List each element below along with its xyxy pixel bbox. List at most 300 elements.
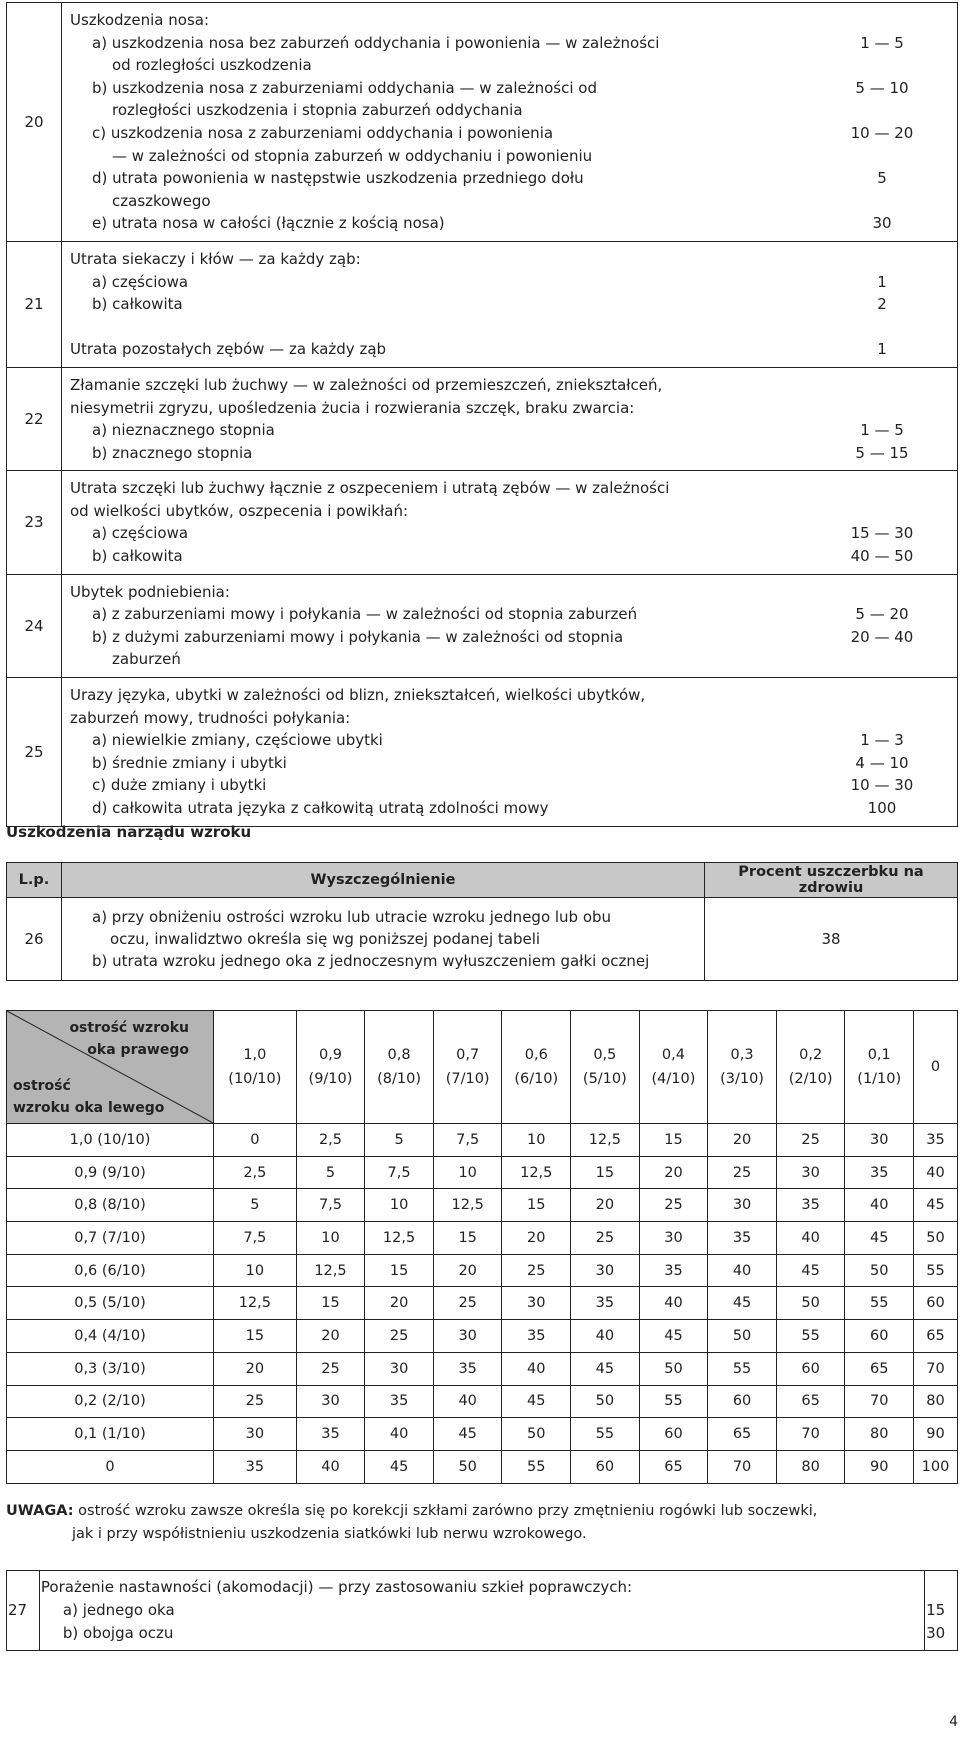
row-number: 26 xyxy=(7,898,62,981)
table-cell: 7,5 xyxy=(365,1156,434,1189)
column-header-line: (6/10) xyxy=(514,1071,559,1087)
corner-bottom-label xyxy=(13,1075,164,1119)
table-cell: 5 xyxy=(296,1156,365,1189)
line-text: od wielkości ubytków, oszpecenia i powikłań: xyxy=(70,501,409,520)
line: a) przy obniżeniu ostrości wzroku lub utracie wzroku jednego lub obu xyxy=(92,908,612,926)
table-cell: 20 xyxy=(708,1124,777,1157)
column-header-line: (10/10) xyxy=(228,1071,282,1087)
table-cell: 35 xyxy=(776,1189,845,1222)
table-row xyxy=(7,367,958,470)
line-text: Złamanie szczęki lub żuchwy — w zależności od przemieszczeń, zniekształceń, xyxy=(70,375,663,394)
table-cell: 50 xyxy=(708,1320,777,1353)
table-cell: 7,5 xyxy=(214,1222,297,1255)
line-text: Ubytek podniebienia: xyxy=(70,582,230,601)
line-value xyxy=(807,500,957,523)
column-header-line: (2/10) xyxy=(788,1071,833,1087)
line-value: 10 — 30 xyxy=(850,776,914,795)
table-cell: 35 xyxy=(296,1418,365,1451)
column-header-line: (3/10) xyxy=(720,1071,764,1087)
line-text: zaburzeń xyxy=(112,650,181,669)
table-cell: 45 xyxy=(365,1450,434,1483)
table-cell: 50 xyxy=(433,1450,502,1483)
row-number: 20 xyxy=(7,3,62,242)
table-row xyxy=(7,1156,958,1189)
table-cell: 40 xyxy=(433,1385,502,1418)
line-value xyxy=(807,684,957,707)
corner-bottom-line: wzroku oka lewego xyxy=(13,1100,165,1116)
column-header-line: 0,1 xyxy=(867,1047,891,1063)
row-number: 22 xyxy=(7,367,62,470)
table-cell: 35 xyxy=(845,1156,914,1189)
table-cell: 25 xyxy=(502,1254,571,1287)
line-value: 5 — 15 xyxy=(855,443,909,462)
table-cell: 55 xyxy=(776,1320,845,1353)
table-cell: 70 xyxy=(914,1352,958,1385)
line-value: 100 xyxy=(867,799,897,817)
row-text xyxy=(62,241,808,367)
table-cell: 90 xyxy=(914,1418,958,1451)
line-text: b) uszkodzenia nosa z zaburzeniami oddychania — w zależności od xyxy=(92,78,597,97)
table-cell: 15 xyxy=(502,1189,571,1222)
row-value: 38 xyxy=(705,898,958,981)
column-header xyxy=(914,1011,958,1124)
line-text: b) z dużymi zaburzeniami mowy i połykania — w zależności od stopnia xyxy=(92,627,624,646)
corner-top-line: ostrość wzroku xyxy=(69,1020,189,1036)
table-cell: 30 xyxy=(845,1124,914,1157)
table-cell: 50 xyxy=(914,1222,958,1255)
row-text xyxy=(62,574,808,677)
table-cell: 60 xyxy=(914,1287,958,1320)
table-cell: 80 xyxy=(776,1450,845,1483)
table-row xyxy=(7,1571,958,1651)
line-value xyxy=(807,9,957,32)
row-values xyxy=(807,574,958,677)
line-value xyxy=(807,248,957,271)
line-text: Urazy języka, ubytki w zależności od blizn, zniekształceń, wielkości ubytków, xyxy=(70,686,646,705)
line-text: Uszkodzenia nosa: xyxy=(70,11,209,29)
table-cell: 12,5 xyxy=(571,1124,640,1157)
line-value: 30 xyxy=(926,1624,946,1642)
line-text: zaburzeń mowy, trudności połykania: xyxy=(70,708,351,727)
line-value xyxy=(807,477,957,500)
table-cell: 12,5 xyxy=(365,1222,434,1255)
table-cell: 90 xyxy=(845,1450,914,1483)
line-value xyxy=(807,707,957,730)
line-text: a) częściowa xyxy=(92,272,189,291)
table-row xyxy=(7,1352,958,1385)
table-cell: 20 xyxy=(433,1254,502,1287)
table-cell: 2,5 xyxy=(296,1124,365,1157)
column-header-line: 0 xyxy=(930,1059,941,1075)
table-cell: 45 xyxy=(845,1222,914,1255)
table-cell: 25 xyxy=(214,1385,297,1418)
column-header xyxy=(708,1011,777,1124)
table-cell: 40 xyxy=(365,1418,434,1451)
row-number: 25 xyxy=(7,678,62,827)
line: b) utrata wzroku jednego oka z jednoczesnym wyłuszczeniem gałki ocznej xyxy=(92,952,650,970)
table-cell: 40 xyxy=(571,1320,640,1353)
column-header-line: (9/10) xyxy=(308,1071,353,1087)
line-text: a) częściowa xyxy=(92,524,189,543)
table-cell: 35 xyxy=(708,1222,777,1255)
row-number: 27 xyxy=(7,1571,40,1651)
column-header-line: 0,4 xyxy=(661,1047,685,1063)
table-cell: 65 xyxy=(776,1385,845,1418)
table-cell: 35 xyxy=(502,1320,571,1353)
table-cell: 25 xyxy=(708,1156,777,1189)
line-value: 5 — 10 xyxy=(855,78,909,97)
row-values xyxy=(807,367,958,470)
table-cell: 15 xyxy=(365,1254,434,1287)
table-row xyxy=(7,574,958,677)
table-cell: 40 xyxy=(845,1189,914,1222)
line-value xyxy=(807,581,957,604)
line-value: 1 xyxy=(877,340,887,359)
row-label: 0,9 (9/10) xyxy=(7,1156,214,1189)
table-row xyxy=(7,1222,958,1255)
table-cell: 65 xyxy=(914,1320,958,1353)
line-text xyxy=(70,316,799,339)
line-text: a) jednego oka xyxy=(62,1601,175,1619)
vision-header-table xyxy=(6,862,958,981)
table-cell: 60 xyxy=(639,1418,708,1451)
note-line1: ostrość wzroku zawsze określa się po korekcji szkłami zarówno przy zmętnieniu rogówki lub soczewki, xyxy=(73,1503,818,1519)
accommodation-table xyxy=(6,1570,958,1651)
table-cell: 50 xyxy=(502,1418,571,1451)
column-header xyxy=(214,1011,297,1124)
table-cell: 45 xyxy=(502,1385,571,1418)
line-value xyxy=(807,99,957,122)
line-value xyxy=(807,316,957,339)
column-header-line: 1,0 xyxy=(243,1047,267,1063)
line-text: b) całkowita xyxy=(92,547,183,566)
row-label: 0,1 (1/10) xyxy=(7,1418,214,1451)
row-text xyxy=(62,367,808,470)
table-cell: 20 xyxy=(365,1287,434,1320)
row-label: 0 xyxy=(7,1450,214,1483)
table-cell: 30 xyxy=(433,1320,502,1353)
row-number: 21 xyxy=(7,241,62,367)
table-cell: 30 xyxy=(708,1189,777,1222)
row-label: 0,6 (6/10) xyxy=(7,1254,214,1287)
column-header-line: (1/10) xyxy=(857,1071,902,1087)
line-value xyxy=(807,145,957,168)
vision-acuity-table xyxy=(6,1010,958,1484)
line-text: od rozległości uszkodzenia xyxy=(112,56,312,75)
line-text: b) znacznego stopnia xyxy=(92,443,253,462)
table-cell: 55 xyxy=(639,1385,708,1418)
line-text: Utrata siekaczy i kłów — za każdy ząb: xyxy=(70,249,361,268)
table-row xyxy=(7,1124,958,1157)
table-cell: 15 xyxy=(296,1287,365,1320)
line-text: e) utrata nosa w całości (łącznie z kością nosa) xyxy=(92,214,445,233)
line-text: a) z zaburzeniami mowy i połykania — w zależności od stopnia zaburzeń xyxy=(92,605,638,624)
line-value xyxy=(807,54,957,77)
table-cell: 2,5 xyxy=(214,1156,297,1189)
line: oczu, inwalidztwo określa się wg poniższej podanej tabeli xyxy=(110,930,541,948)
table-cell: 25 xyxy=(296,1352,365,1385)
table-cell: 80 xyxy=(914,1385,958,1418)
line-value: 1 — 5 xyxy=(860,33,904,52)
injury-table xyxy=(6,2,958,827)
row-number: 23 xyxy=(7,471,62,574)
column-header-line: 0,7 xyxy=(456,1047,480,1063)
line-text: a) nieznacznego stopnia xyxy=(92,421,275,440)
table-cell: 30 xyxy=(365,1352,434,1385)
table-cell: 10 xyxy=(296,1222,365,1255)
table-cell: 15 xyxy=(214,1320,297,1353)
column-header xyxy=(571,1011,640,1124)
col-lp: L.p. xyxy=(7,863,62,898)
line-value: 20 — 40 xyxy=(850,627,914,646)
table-cell: 55 xyxy=(502,1450,571,1483)
line-text: czaszkowego xyxy=(112,191,211,210)
column-header-line: (7/10) xyxy=(445,1071,490,1087)
table-cell: 70 xyxy=(845,1385,914,1418)
table-cell: 35 xyxy=(365,1385,434,1418)
table-row xyxy=(7,471,958,574)
row-label: 0,3 (3/10) xyxy=(7,1352,214,1385)
column-header xyxy=(845,1011,914,1124)
line-value: 15 xyxy=(926,1601,946,1619)
table-cell: 30 xyxy=(502,1287,571,1320)
column-header-line: (5/10) xyxy=(582,1071,627,1087)
table-row xyxy=(7,3,958,242)
col-pct: Procent uszczerbku na zdrowiu xyxy=(705,863,958,898)
table-cell: 30 xyxy=(571,1254,640,1287)
row-number: 24 xyxy=(7,574,62,677)
column-header xyxy=(776,1011,845,1124)
line-text: b) całkowita xyxy=(92,295,183,314)
table-cell: 40 xyxy=(639,1287,708,1320)
table-cell: 25 xyxy=(571,1222,640,1255)
table-cell: 12,5 xyxy=(433,1189,502,1222)
table-cell: 25 xyxy=(433,1287,502,1320)
column-header xyxy=(639,1011,708,1124)
table-cell: 60 xyxy=(708,1385,777,1418)
table-cell: 12,5 xyxy=(214,1287,297,1320)
table-cell: 45 xyxy=(914,1189,958,1222)
page-number: 4 xyxy=(949,1714,958,1730)
line-text: Utrata pozostałych zębów — za każdy ząb xyxy=(70,340,387,359)
table-cell: 40 xyxy=(776,1222,845,1255)
column-header xyxy=(365,1011,434,1124)
table-cell: 7,5 xyxy=(433,1124,502,1157)
table-cell: 45 xyxy=(708,1287,777,1320)
table-cell: 65 xyxy=(639,1450,708,1483)
line-value: 5 — 20 xyxy=(855,605,909,624)
line-value: 5 xyxy=(877,169,887,188)
table-cell: 45 xyxy=(776,1254,845,1287)
corner-bottom-line: ostrość xyxy=(13,1078,71,1094)
line-value xyxy=(807,397,957,420)
line-value xyxy=(807,374,957,397)
table-cell: 50 xyxy=(571,1385,640,1418)
line-value: 1 — 5 xyxy=(860,421,904,440)
table-cell: 12,5 xyxy=(502,1156,571,1189)
table-row xyxy=(7,241,958,367)
note-label: UWAGA: xyxy=(6,1503,74,1519)
column-header-line: 0,2 xyxy=(799,1047,823,1063)
column-header-line: 0,8 xyxy=(387,1047,411,1063)
row-label: 0,4 (4/10) xyxy=(7,1320,214,1353)
line-text: Porażenie nastawności (akomodacji) — przy zastosowaniu szkieł poprawczych: xyxy=(40,1578,633,1596)
table-cell: 12,5 xyxy=(296,1254,365,1287)
line-text: Utrata szczęki lub żuchwy łącznie z oszpeceniem i utratą zębów — w zależności xyxy=(70,479,670,498)
table-row xyxy=(7,1189,958,1222)
table-cell: 55 xyxy=(571,1418,640,1451)
row-values xyxy=(807,471,958,574)
row-values xyxy=(807,3,958,242)
table-cell: 60 xyxy=(571,1450,640,1483)
row-label: 0,7 (7/10) xyxy=(7,1222,214,1255)
row-label: 1,0 (10/10) xyxy=(7,1124,214,1157)
column-header-line: 0,6 xyxy=(524,1047,548,1063)
table-cell: 80 xyxy=(845,1418,914,1451)
line-value: 1 — 3 xyxy=(860,731,904,750)
table-cell: 45 xyxy=(571,1352,640,1385)
corner-cell xyxy=(7,1011,214,1124)
line-text: d) całkowita utrata języka z całkowitą utratą zdolności mowy xyxy=(92,799,549,817)
table-cell: 65 xyxy=(708,1418,777,1451)
table-cell: 35 xyxy=(571,1287,640,1320)
table-cell: 20 xyxy=(502,1222,571,1255)
row-label: 0,2 (2/10) xyxy=(7,1385,214,1418)
line-text: b) obojga oczu xyxy=(62,1624,174,1642)
line-text: a) uszkodzenia nosa bez zaburzeń oddychania i powonienia — w zależności xyxy=(92,33,660,52)
line-text: rozległości uszkodzenia i stopnia zaburzeń oddychania xyxy=(112,101,523,120)
line-value: 40 — 50 xyxy=(850,547,914,566)
table-cell: 10 xyxy=(365,1189,434,1222)
table-cell: 20 xyxy=(571,1189,640,1222)
table-cell: 30 xyxy=(776,1156,845,1189)
line-text: — w zależności od stopnia zaburzeń w oddychaniu i powonieniu xyxy=(112,146,593,165)
line-text: c) uszkodzenia nosa z zaburzeniami oddychania i powonienia xyxy=(92,123,554,142)
table-cell: 5 xyxy=(365,1124,434,1157)
table-cell: 100 xyxy=(914,1450,958,1483)
table-cell: 25 xyxy=(776,1124,845,1157)
line-text: d) utrata powonienia w następstwie uszkodzenia przedniego dołu xyxy=(92,169,584,188)
table-row xyxy=(7,1385,958,1418)
table-cell: 60 xyxy=(776,1352,845,1385)
table-cell: 40 xyxy=(296,1450,365,1483)
table-cell: 30 xyxy=(639,1222,708,1255)
col-desc: Wyszczególnienie xyxy=(62,863,705,898)
table-cell: 55 xyxy=(914,1254,958,1287)
table-cell: 40 xyxy=(708,1254,777,1287)
line-text: a) niewielkie zmiany, częściowe ubytki xyxy=(92,731,383,750)
table-cell: 55 xyxy=(708,1352,777,1385)
line-value: 15 — 30 xyxy=(850,524,914,543)
column-header-line: (8/10) xyxy=(377,1071,422,1087)
line-value: 30 xyxy=(872,214,892,233)
table-cell: 10 xyxy=(433,1156,502,1189)
table-cell: 60 xyxy=(845,1320,914,1353)
table-cell: 15 xyxy=(433,1222,502,1255)
table-cell: 5 xyxy=(214,1189,297,1222)
table-cell: 70 xyxy=(776,1418,845,1451)
row-text xyxy=(39,1571,924,1651)
table-row xyxy=(7,1450,958,1483)
table-cell: 15 xyxy=(639,1124,708,1157)
column-header xyxy=(502,1011,571,1124)
table-cell: 35 xyxy=(433,1352,502,1385)
corner-top-line: oka prawego xyxy=(87,1042,189,1058)
column-header xyxy=(433,1011,502,1124)
row-values xyxy=(807,678,958,827)
table-cell: 40 xyxy=(502,1352,571,1385)
table-cell: 50 xyxy=(776,1287,845,1320)
table-row xyxy=(7,1418,958,1451)
table-cell: 30 xyxy=(214,1418,297,1451)
table-row xyxy=(7,1287,958,1320)
line-value: 2 xyxy=(877,295,887,314)
table-cell: 0 xyxy=(214,1124,297,1157)
column-header-line: 0,9 xyxy=(318,1047,343,1063)
row-text xyxy=(62,3,808,242)
table-cell: 25 xyxy=(639,1189,708,1222)
corner-top-label xyxy=(69,1017,189,1061)
section-title: Uszkodzenia narządu wzroku xyxy=(6,823,252,841)
row-values xyxy=(807,241,958,367)
line-value xyxy=(807,190,957,213)
table-cell: 40 xyxy=(914,1156,958,1189)
table-cell: 15 xyxy=(571,1156,640,1189)
line-text: b) średnie zmiany i ubytki xyxy=(92,753,287,772)
column-header-line: (4/10) xyxy=(651,1071,696,1087)
table-row xyxy=(7,1254,958,1287)
table-cell: 45 xyxy=(639,1320,708,1353)
line-text: niesymetrii zgryzu, upośledzenia żucia i rozwierania szczęk, braku zwarcia: xyxy=(70,398,635,417)
note-line2: jak i przy współistnieniu uszkodzenia siatkówki lub nerwu wzrokowego. xyxy=(72,1526,587,1542)
column-header-line: 0,3 xyxy=(730,1047,754,1063)
table-cell: 35 xyxy=(914,1124,958,1157)
table-cell: 70 xyxy=(708,1450,777,1483)
row-text xyxy=(62,678,808,827)
table-cell: 20 xyxy=(296,1320,365,1353)
header-row xyxy=(7,1011,958,1124)
table-cell: 50 xyxy=(639,1352,708,1385)
table-cell: 30 xyxy=(296,1385,365,1418)
table-cell: 10 xyxy=(214,1254,297,1287)
table-cell: 55 xyxy=(845,1287,914,1320)
line-value xyxy=(807,648,957,671)
column-header xyxy=(296,1011,365,1124)
table-cell: 7,5 xyxy=(296,1189,365,1222)
table-cell: 50 xyxy=(845,1254,914,1287)
table-cell: 35 xyxy=(639,1254,708,1287)
table-cell: 45 xyxy=(433,1418,502,1451)
table-cell: 35 xyxy=(214,1450,297,1483)
table-cell: 20 xyxy=(639,1156,708,1189)
row-values xyxy=(925,1571,958,1651)
row-text xyxy=(62,471,808,574)
line-text: c) duże zmiany i ubytki xyxy=(92,776,267,795)
table-cell: 65 xyxy=(845,1352,914,1385)
row-label: 0,5 (5/10) xyxy=(7,1287,214,1320)
table-cell: 10 xyxy=(502,1124,571,1157)
table-row xyxy=(7,678,958,827)
note xyxy=(6,1500,817,1546)
table-row xyxy=(7,1320,958,1353)
line-value: 1 xyxy=(877,272,887,291)
row-desc xyxy=(62,898,705,981)
line-value xyxy=(926,1576,956,1599)
line-value: 4 — 10 xyxy=(855,753,909,772)
table-cell: 20 xyxy=(214,1352,297,1385)
row-label: 0,8 (8/10) xyxy=(7,1189,214,1222)
table-cell: 25 xyxy=(365,1320,434,1353)
